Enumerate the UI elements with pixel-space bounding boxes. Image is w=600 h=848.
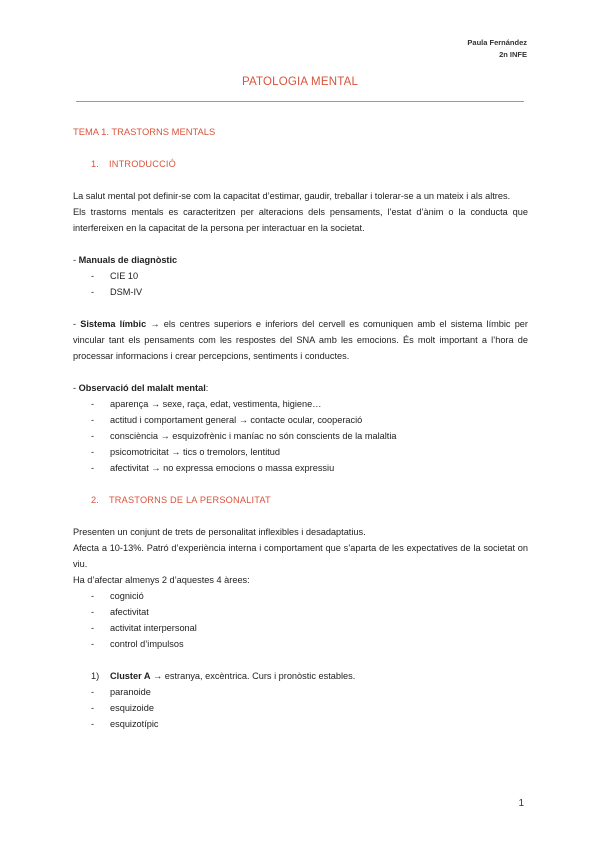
cluster-text: → estranya, excèntrica. Curs i pronòstic estables.: [150, 671, 356, 681]
paragraph: Afecta a 10-13%. Patró d’experiència interna i comportament que s’aparta de les expectatives de la societat on viu.: [73, 543, 528, 569]
bullet-prefix: -: [73, 319, 81, 329]
list-item: [73, 588, 528, 604]
areas-list: [73, 588, 528, 652]
list-item: [73, 444, 528, 460]
paragraph: La salut mental pot definir-se com la capacitat d’estimar, gaudir, treballar i tolerar-se a un mateix i als altres.: [73, 191, 511, 201]
dash-marker: -: [91, 703, 95, 713]
limbic-text: → els centres superiors e inferiors del cervell es comuniquen amb el sistema límbic per vincular tant els pensaments com les respostes del SNA amb les emocions. És molt important a l’hora de processar informacions i crear percepcions, sentiments i conductes.: [73, 319, 528, 361]
list-item-text: consciència → esquizofrènic i maníac no són conscients de la malaltia: [110, 431, 397, 441]
list-item: [73, 604, 528, 620]
dash-marker: -: [91, 687, 95, 697]
course-label: 2n INFE: [499, 50, 527, 59]
limbic-paragraph: [73, 316, 528, 364]
list-item: [73, 460, 528, 476]
section-number: 1.: [91, 159, 100, 169]
dash-marker: -: [91, 271, 95, 281]
section-number: 2.: [91, 495, 100, 505]
list-item: [73, 268, 528, 284]
dash-marker: -: [91, 463, 95, 473]
section-title: INTRODUCCIÓ: [109, 159, 177, 169]
list-item-text: cognició: [110, 591, 144, 601]
paragraph: Ha d’afectar almenys 2 d’aquestes 4 àrees:: [73, 575, 250, 585]
dash-marker: -: [91, 719, 95, 729]
list-item-text: CIE 10: [110, 271, 139, 281]
observacio-heading: [73, 380, 528, 396]
list-item: [73, 684, 528, 700]
list-item-text: activitat interpersonal: [110, 623, 197, 633]
list-item: [73, 412, 528, 428]
observacio-list: [73, 396, 528, 476]
paragraph: Els trastorns mentals es caracteritzen per alteracions dels pensaments, l’estat d’ànim o la conducta que interfereixen en la capacitat de la persona per interactuar en la societat.: [73, 207, 528, 233]
list-item: [73, 620, 528, 636]
list-item-text: esquizotípic: [110, 719, 159, 729]
dash-marker: -: [91, 591, 95, 601]
dash-marker: -: [91, 431, 95, 441]
list-item-text: psicomotricitat → tics o tremolors, lentitud: [110, 447, 281, 457]
observacio-label: Observació del malalt mental: [78, 383, 206, 393]
list-item: [73, 428, 528, 444]
cluster-number: 1): [91, 671, 100, 681]
manuals-list: [73, 268, 528, 300]
document-title: PATOLOGIA MENTAL: [241, 76, 359, 88]
list-item: [73, 396, 528, 412]
title-divider: [76, 101, 524, 102]
document-body: [73, 124, 528, 732]
cluster-a-list: [73, 684, 528, 732]
list-item-text: control d’impulsos: [110, 639, 184, 649]
dash-marker: -: [91, 607, 95, 617]
tema-heading: TEMA 1. TRASTORNS MENTALS: [73, 126, 216, 137]
bullet-prefix: -: [73, 255, 79, 265]
label-suffix: :: [205, 383, 209, 393]
list-item-text: aparença → sexe, raça, edat, vestimenta, higiene…: [110, 399, 322, 409]
list-item: [73, 716, 528, 732]
manuals-heading: [73, 252, 528, 268]
list-item-text: afectivitat: [110, 607, 149, 617]
section-heading-introduccio: [73, 156, 528, 172]
limbic-label: Sistema límbic: [80, 319, 147, 329]
dash-marker: -: [91, 415, 95, 425]
paragraph: Presenten un conjunt de trets de personalitat inflexibles i desadaptatius.: [73, 527, 366, 537]
section-heading-trastorns-personalitat: [73, 492, 528, 508]
list-item: [73, 700, 528, 716]
dash-marker: -: [91, 287, 95, 297]
cluster-label: Cluster A: [110, 671, 151, 681]
dash-marker: -: [91, 399, 95, 409]
dash-marker: -: [91, 623, 95, 633]
dash-marker: -: [91, 639, 95, 649]
author-name: Paula Fernández: [467, 38, 527, 47]
list-item-text: actitud i comportament general → contacte ocular, cooperació: [110, 415, 363, 425]
page-header: [467, 37, 527, 61]
page-number: 1: [518, 798, 524, 809]
dash-marker: -: [91, 447, 95, 457]
list-item-text: paranoide: [110, 687, 151, 697]
bullet-prefix: -: [73, 383, 79, 393]
manuals-label: Manuals de diagnòstic: [78, 255, 178, 265]
list-item: [73, 636, 528, 652]
list-item-text: DSM-IV: [110, 287, 143, 297]
list-item-text: afectivitat → no expressa emocions o massa expressiu: [110, 463, 335, 473]
list-item: [73, 284, 528, 300]
section-title: TRASTORNS DE LA PERSONALITAT: [109, 495, 271, 505]
cluster-a-heading: [73, 668, 528, 684]
list-item-text: esquizoide: [110, 703, 154, 713]
